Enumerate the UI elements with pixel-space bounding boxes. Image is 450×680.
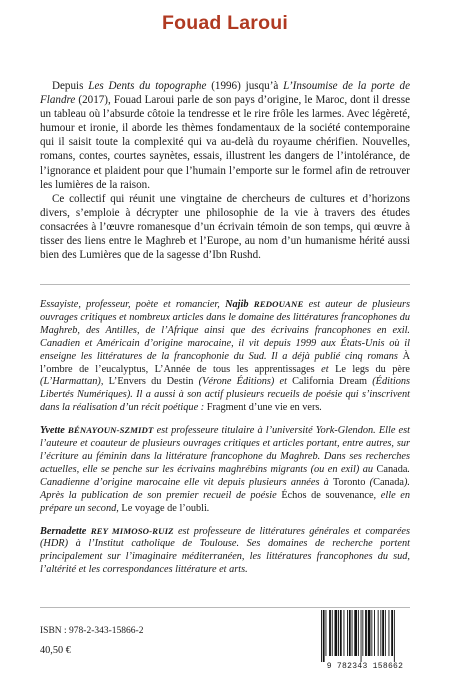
book-title: À l’ombre de l’eucalyptus, L’Année de tous les apprentissages (40, 350, 410, 375)
text: Depuis (52, 80, 89, 92)
author-bios (40, 298, 410, 586)
barcode-bar (394, 610, 395, 662)
barcode-bar (347, 610, 348, 656)
text: Éditions Libertés Numériques (40, 376, 410, 401)
barcode-bar (378, 610, 379, 656)
book-title: L’Envers du Destin (108, 376, 194, 388)
barcode-bar (358, 610, 359, 656)
barcode-bar (329, 610, 331, 656)
author-name (225, 299, 303, 310)
barcode-bar (335, 610, 338, 656)
bio-benayoun-szmidt (40, 424, 410, 515)
divider (40, 607, 410, 608)
text: ). Après la publication de son premier recueil de poésie (40, 476, 410, 501)
text: est professeure titulaire à l’université York-Glendon. Elle est l’auteure et coauteur de plusieurs ouvrages critiques et articles portant, entre autres, sur l’écriture au féminin dans la littérature francophone du Maghreb. Dans ses recherches actuelles, elle se penche sur les écrivains maghrébins migrants (ou en exil) au (40, 425, 410, 475)
book-title: California Dream (292, 376, 368, 388)
book-title: Les Dents du topographe (88, 80, 207, 92)
text: (1996) jusqu’à (206, 80, 284, 92)
book-title: Fragment d’une vie en vers (206, 402, 320, 414)
barcode-bar (321, 610, 322, 662)
text: , elle en prépare un second, (40, 489, 411, 514)
barcode-bar (380, 610, 381, 656)
text: Vérone Éditions (202, 376, 271, 388)
barcode-bar (323, 610, 325, 662)
text: ), (97, 376, 109, 388)
barcode-bar (332, 610, 333, 656)
barcode (317, 610, 413, 672)
bio-redouane (40, 298, 410, 415)
text: BÉNAYOUN-SZMIDT (67, 425, 154, 436)
barcode-digits: 9 782343 158662 (326, 662, 404, 671)
text: Najib (225, 299, 254, 310)
text: Canada (376, 463, 408, 475)
text: ( (365, 476, 374, 488)
barcode-bar (361, 610, 362, 662)
barcode-bar (371, 610, 372, 656)
barcode-bar (385, 610, 386, 656)
back-cover-summary (40, 79, 410, 262)
book-author-title: Fouad Laroui (162, 12, 288, 34)
barcode-bar (368, 610, 371, 656)
text: (2017), Fouad Laroui parle de son pays d’origine, le Maroc, dont il dresse un tableau où l’absurde côtoie la tendresse et le rire frôle les larmes. Avec légèreté, humour et ironie, il aborde les thèmes fondamentaux de la société contemporaine qui il saisit toute la complexité qui va au-delà du royaume chérifien. Nouvelles, romans, contes, courtes saynètes, essais, illustrent les dangers de l’intolérance, de l’ignorance et plaident pour que l’humain l’emporte sur le formel afin de retrouver les lumières de la raison. (40, 94, 410, 191)
barcode-bar (349, 610, 351, 656)
text: ). Il a aussi à son actif plusieurs recueils de poésie qui s’inscrivent dans la réalisation d’un récit poétique : (40, 389, 411, 414)
text: ( (40, 376, 44, 388)
book-title: L’Insoumise de la porte de Flandre (40, 80, 410, 107)
text: Canada (373, 476, 404, 488)
divider (40, 284, 410, 285)
barcode-bar (382, 610, 384, 656)
isbn-label: ISBN : 978-2-343-15866-2 (40, 626, 144, 636)
author-name (40, 526, 174, 537)
text: Essayiste, professeur, poète et romancier, (40, 299, 226, 310)
text: . (319, 402, 322, 414)
barcode-bar (365, 610, 367, 656)
barcode-bar (340, 610, 342, 656)
barcode-bar (391, 610, 393, 656)
text: et (314, 363, 336, 375)
text: REDOUANE (253, 299, 304, 309)
text: Bernadette (40, 525, 91, 537)
barcode-bar (374, 610, 375, 656)
barcode-bar (338, 610, 339, 656)
text: est auteur de plusieurs ouvrages critiques et nombreux articles dans le domaine des littératures francophones du Maghreb, des Antilles, de l’Afrique ainsi que des écrivains francophones en exil. Canadien et Américain d’origine marocaine, il vit depuis 1999 aux États-Unis où il enseigne les littératures de la francophonie du Sud. Il a déjà publié cinq romans (40, 299, 410, 362)
barcode-bar (362, 610, 363, 656)
barcode-bar (389, 610, 390, 656)
text: est professeure de littératures générales et comparées (HDR) à l’Institut catholique de Toulouse. Ses domaines de recherche portent principalement sur l’imaginaire méditerranéen, les littératures francophones du sud, l’altérité et les correspondances littérature et arts. (40, 525, 411, 576)
text: Yvette (40, 425, 68, 437)
text: . Canadienne d’origine marocaine elle vit depuis plusieurs années à (40, 463, 410, 488)
book-title: Le voyage de l’oubli (121, 502, 207, 514)
price-label: 40,50 € (40, 645, 71, 656)
text: Toronto (332, 476, 366, 488)
barcode-bars (317, 610, 413, 662)
barcode-bar (354, 610, 357, 656)
text: REY MIMOSO-RUIZ (90, 525, 174, 536)
barcode-bar (326, 610, 327, 656)
book-title: Le legs du père (335, 363, 411, 375)
summary-paragraph-2: Ce collectif qui réunit une vingtaine de chercheurs de cultures et d’horizons divers, s’emploie à décrypter une philosophie de la vie à travers des études consacrées à l’œuvre romanesque d’un écrivain témoin de son temps, qui œuvre à tisser des liens entre le Maghreb et l’Europe, au nom d’un humanisme hérité aussi bien des Lumières que de la sagesse d’Ibn Rushd. (40, 192, 410, 262)
author-name (40, 425, 153, 436)
barcode-bar (344, 610, 345, 656)
book-title: Échos de souvenance (281, 489, 374, 501)
text: ( (193, 376, 203, 388)
bio-rey-mimoso-ruiz (40, 525, 410, 578)
summary-paragraph-1 (40, 79, 410, 192)
text: . (206, 502, 210, 514)
text: ) et (270, 376, 293, 388)
text: L’Harmattan (43, 376, 98, 388)
text: ( (367, 376, 376, 388)
barcode-bar (352, 610, 353, 656)
